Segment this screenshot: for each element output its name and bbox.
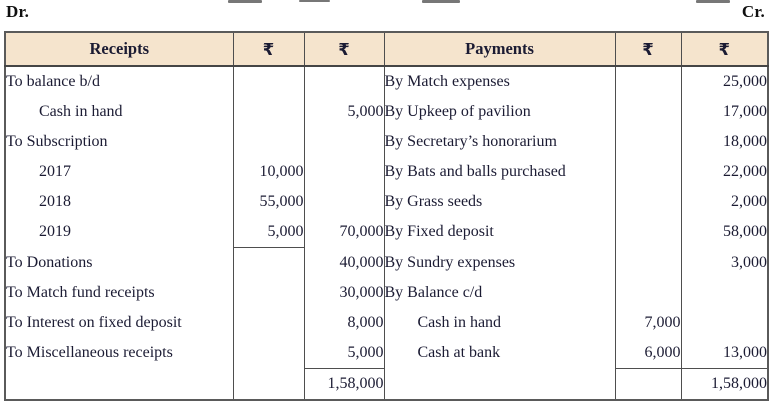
receipts-outer-amount-cell: [304, 66, 384, 97]
page-crop-artifact: [696, 0, 730, 3]
rupee-symbol-header: ₹: [615, 32, 681, 66]
receipts-inner-amount-cell: [233, 308, 304, 338]
payments-item-label: By Bats and balls purchased: [384, 157, 615, 187]
table-row: [5, 308, 768, 338]
payments-inner-amount-cell: [615, 66, 681, 97]
payments-outer-amount-cell: 2,000: [681, 187, 768, 217]
payments-outer-amount-cell: 13,000: [681, 338, 768, 369]
credit-side-label: Cr.: [741, 2, 765, 21]
payments-item-label: By Upkeep of pavilion: [384, 97, 615, 127]
payments-outer-amount-cell: [681, 308, 768, 338]
receipts-item-label: 2017: [39, 163, 71, 180]
receipts-item-label: 2019: [39, 223, 71, 241]
table-row: [5, 248, 768, 279]
receipts-outer-amount-cell: [304, 127, 384, 157]
rupee-symbol-header: ₹: [681, 32, 768, 66]
payments-item-label: By Sundry expenses: [384, 248, 615, 279]
payments-item-label: By Match expenses: [384, 66, 615, 97]
rupee-symbol-header: ₹: [304, 32, 384, 66]
account-table-body: [5, 66, 768, 400]
receipts-outer-amount-cell: [304, 187, 384, 217]
table-row: [5, 369, 768, 401]
payments-inner-amount-cell: [615, 217, 681, 248]
receipts-inner-amount-cell: [233, 66, 304, 97]
receipts-inner-amount-cell: 55,000: [233, 187, 304, 217]
table-row: [5, 157, 768, 187]
header-row: [5, 32, 768, 66]
page-crop-artifact: [299, 0, 330, 2]
payments-outer-amount-cell: 3,000: [681, 248, 768, 279]
receipts-outer-amount-cell: 30,000: [304, 278, 384, 308]
payments-inner-amount-cell: [615, 127, 681, 157]
receipts-inner-amount-cell: [233, 97, 304, 127]
receipts-column-header: Receipts: [5, 32, 233, 66]
table-row: [5, 66, 768, 97]
receipts-outer-amount-cell: 40,000: [304, 248, 384, 279]
payments-inner-amount-cell: 6,000: [615, 338, 681, 369]
table-header: [5, 32, 768, 66]
payments-outer-amount-cell: [681, 278, 768, 308]
payments-item-label: By Secretary’s honorarium: [384, 127, 615, 157]
payments-inner-amount-cell: [615, 278, 681, 308]
table-row: [5, 97, 768, 127]
payments-item-label: [384, 369, 615, 401]
debit-side-label: Dr.: [6, 2, 30, 21]
payments-outer-amount-cell: 18,000: [681, 127, 768, 157]
receipts-inner-amount-cell: 5,000: [233, 217, 304, 248]
receipts-outer-amount-cell: [304, 157, 384, 187]
payments-item-label: Cash in hand: [384, 308, 615, 338]
receipts-inner-amount-cell: [233, 369, 304, 401]
receipts-inner-amount-cell: [233, 248, 304, 279]
payments-item-label: By Grass seeds: [384, 187, 615, 217]
receipts-outer-amount-cell: 70,000: [304, 217, 384, 248]
receipts-outer-amount-cell: 5,000: [304, 97, 384, 127]
receipts-item-label: To Interest on fixed deposit: [6, 314, 182, 331]
payments-item-label: By Balance c/d: [384, 278, 615, 308]
payments-outer-amount-cell: 22,000: [681, 157, 768, 187]
payments-column-header: Payments: [384, 32, 615, 66]
payments-inner-amount-cell: [615, 157, 681, 187]
payments-item-label: By Fixed deposit: [384, 217, 615, 248]
payments-outer-amount-cell: 17,000: [681, 97, 768, 127]
receipts-outer-amount-cell: 1,58,000: [304, 369, 384, 401]
receipts-item-label: [5, 369, 233, 401]
payments-item-label: Cash at bank: [384, 338, 615, 369]
receipts-item-label: To Subscription: [6, 133, 108, 150]
receipts-and-payments-table: [4, 31, 769, 401]
receipts-outer-amount-cell: 5,000: [304, 338, 384, 369]
rupee-symbol-header: ₹: [233, 32, 304, 66]
payments-outer-amount-cell: 25,000: [681, 66, 768, 97]
receipts-item-label: To balance b/d: [6, 73, 100, 90]
payments-inner-amount-cell: [615, 97, 681, 127]
payments-outer-amount-cell: 1,58,000: [681, 369, 768, 401]
receipts-inner-amount-cell: [233, 127, 304, 157]
payments-inner-amount-cell: [615, 187, 681, 217]
table-row: [5, 338, 768, 369]
receipts-inner-amount-cell: [233, 278, 304, 308]
receipts-outer-amount-cell: 8,000: [304, 308, 384, 338]
receipts-item-label: Cash in hand: [39, 103, 123, 120]
receipts-item-label: To Match fund receipts: [6, 284, 155, 301]
payments-inner-amount-cell: [615, 369, 681, 401]
receipts-inner-amount-cell: 10,000: [233, 157, 304, 187]
table-row: [5, 187, 768, 217]
page-crop-artifact: [422, 0, 460, 3]
receipts-item-label: To Miscellaneous receipts: [6, 344, 173, 362]
payments-outer-amount-cell: 58,000: [681, 217, 768, 248]
table-row: [5, 217, 768, 248]
payments-inner-amount-cell: [615, 248, 681, 279]
table-row: [5, 127, 768, 157]
payments-inner-amount-cell: 7,000: [615, 308, 681, 338]
page-crop-artifact: [228, 0, 262, 3]
table-row: [5, 278, 768, 308]
receipts-item-label: To Donations: [6, 253, 93, 271]
receipts-inner-amount-cell: [233, 338, 304, 369]
receipts-item-label: 2018: [39, 193, 71, 210]
